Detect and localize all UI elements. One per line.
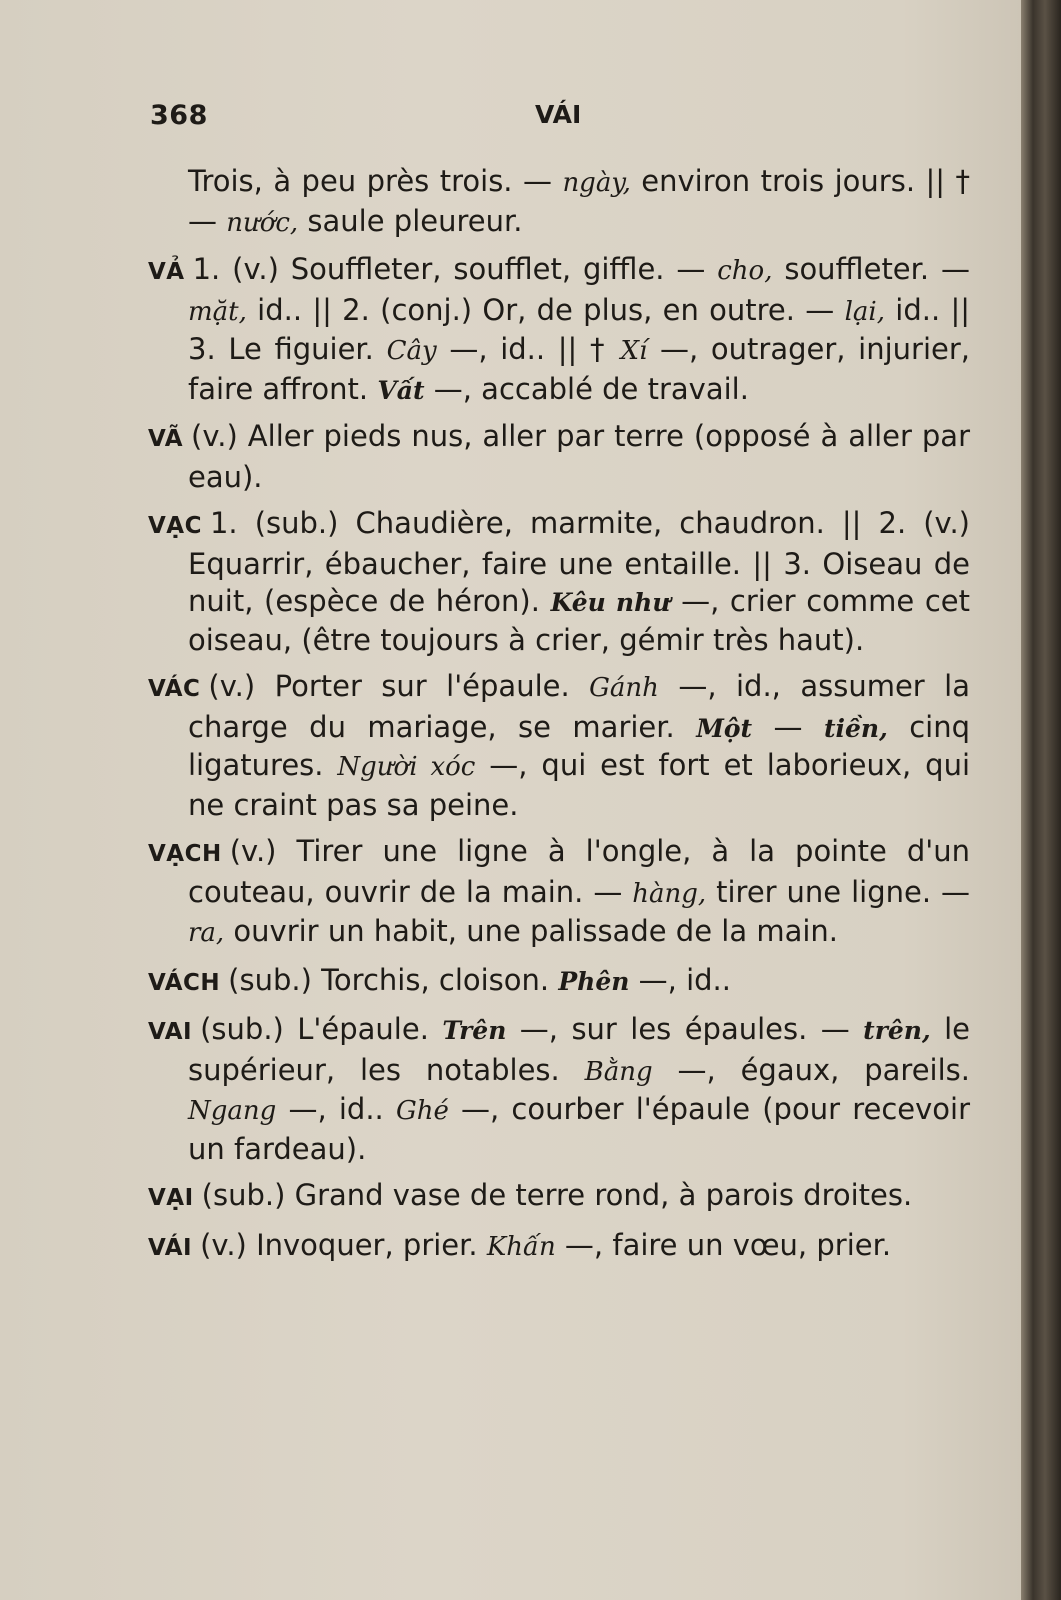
entry-vietnamese-term: Phên [558, 966, 630, 996]
entry-definition-text: (sub.) L'épaule. [200, 1012, 443, 1046]
entry-definition-text: (v.) Invoquer, prier. [200, 1227, 487, 1262]
entry-headword: VẢ [148, 259, 185, 285]
dictionary-entry [148, 668, 970, 824]
entry-definition-text: 1. (v.) Souffleter, soufflet, giffle. — [192, 252, 718, 286]
entry-vietnamese-term: Một [696, 713, 753, 743]
dictionary-entry [148, 833, 970, 953]
entry-definition-text: id.. || 2. (conj.) Or, de plus, en outre. — [246, 292, 845, 327]
entry-definition-text: (sub.) Torchis, cloison. [228, 962, 559, 997]
entry-definition-text: (v.) Tirer une ligne à l'ongle, à la pointe d'un couteau, ouvrir de la main. — [188, 834, 970, 909]
entry-definition-text: —, id.. || † [436, 332, 621, 366]
entry-definition-text: —, sur les épaules. — [506, 1012, 864, 1046]
entry-vietnamese-term: mặt, [188, 296, 247, 327]
entry-definition-text: —, id.. [629, 962, 731, 997]
running-head-word: VÁI [535, 100, 582, 129]
entry-vietnamese-term: ngày, [562, 168, 631, 198]
entry-definition-text: —, faire un vœu, prier. [555, 1227, 892, 1262]
entry-headword: VÁI [148, 1234, 193, 1261]
dictionary-entries [148, 163, 970, 1276]
entry-definition-text: —, accablé de travail. [424, 371, 749, 406]
entry-headword: VÃ [148, 426, 184, 452]
entry-definition-text: —, égaux, pareils. [652, 1052, 970, 1087]
entry-vietnamese-term: trên, [863, 1016, 931, 1045]
entry-vietnamese-term: Gánh [589, 673, 659, 703]
entry-definition-text: saule pleureur. [298, 203, 523, 238]
entry-definition-text: cinq ligatures. [188, 709, 971, 782]
entry-vietnamese-term: Ghé [395, 1096, 449, 1126]
entry-definition-text: 1. (sub.) Chaudière, marmite, chaudron. || 2. (v.) Equarrir, ébaucher, faire une entaille. || 3. Oiseau de nuit, (espèce de héron). [188, 506, 970, 618]
page-edge-shadow [1021, 0, 1061, 1600]
entry-definition-text: (sub.) Grand vase de terre rond, à parois droites. [201, 1178, 913, 1212]
entry-definition-text: (v.) Porter sur l'épaule. [208, 669, 590, 703]
entry-vietnamese-term: Người xóc [337, 752, 476, 782]
entry-vietnamese-term: ra, [188, 918, 225, 948]
entry-definition-text: —, crier comme cet oiseau, (être toujours à crier, gémir très haut). [188, 584, 970, 657]
entry-definition-text: le supérieur, les notables. [188, 1012, 971, 1087]
entry-definition-text: environ trois jours. || † — [188, 164, 970, 238]
entry-vietnamese-term: Kêu như [550, 588, 671, 617]
entry-vietnamese-term: Ngang [188, 1096, 277, 1126]
entry-vietnamese-term: Khấn [486, 1231, 556, 1262]
entry-headword: VẠCH [148, 841, 222, 867]
entry-continuation [148, 163, 970, 242]
running-head [150, 100, 970, 140]
dictionary-entry [148, 1177, 970, 1218]
entry-vietnamese-term: Bằng [584, 1056, 653, 1087]
entry-definition-text: —, outrager, injurier, faire affront. [188, 332, 970, 406]
entry-vietnamese-term: Vất [377, 375, 425, 405]
dictionary-entry [148, 505, 970, 659]
entry-definition-text: —, courber l'épaule (pour recevoir un fardeau). [188, 1092, 970, 1166]
entry-definition-text: (v.) Aller pieds nus, aller par terre (opposé à aller par eau). [188, 419, 970, 494]
entry-vietnamese-term: hàng, [632, 878, 707, 909]
entry-definition-text: —, id.. [276, 1092, 396, 1126]
entry-definition-text: tirer une ligne. — [706, 874, 970, 909]
dictionary-entry [148, 418, 970, 496]
entry-vietnamese-term: cho, [717, 256, 773, 286]
entry-vietnamese-term: tiền, [823, 713, 888, 743]
entry-vietnamese-term: Cây [386, 336, 437, 366]
dictionary-entry [148, 1227, 970, 1268]
entry-definition-text: — [752, 709, 824, 744]
dictionary-entry [148, 251, 970, 409]
dictionary-entry [148, 962, 970, 1003]
entry-vietnamese-term: Xí [620, 336, 648, 366]
entry-definition-text: ouvrir un habit, une palissade de la main. [224, 914, 838, 948]
entry-headword: VẠI [148, 1185, 194, 1211]
entry-vietnamese-term: Trên [442, 1016, 507, 1045]
entry-definition-text: Trois, à peu près trois. — [188, 164, 563, 198]
page-number: 368 [150, 100, 208, 131]
entry-definition-text: —, qui est fort et laborieux, qui ne craint pas sa peine. [188, 748, 971, 822]
entry-headword: VÁC [148, 676, 201, 702]
entry-headword: VẠC [148, 513, 202, 539]
entry-definition-text: souffleter. — [772, 252, 970, 286]
entry-definition-text: —, id., assumer la charge du mariage, se marier. [188, 669, 970, 744]
dictionary-entry [148, 1011, 970, 1168]
entry-headword: VÁCH [148, 969, 221, 996]
entry-definition-text: id.. || 3. Le figuier. [188, 292, 970, 366]
entry-headword: VAI [148, 1019, 193, 1045]
entry-vietnamese-term: lại, [844, 296, 885, 327]
entry-vietnamese-term: nước, [226, 207, 299, 238]
